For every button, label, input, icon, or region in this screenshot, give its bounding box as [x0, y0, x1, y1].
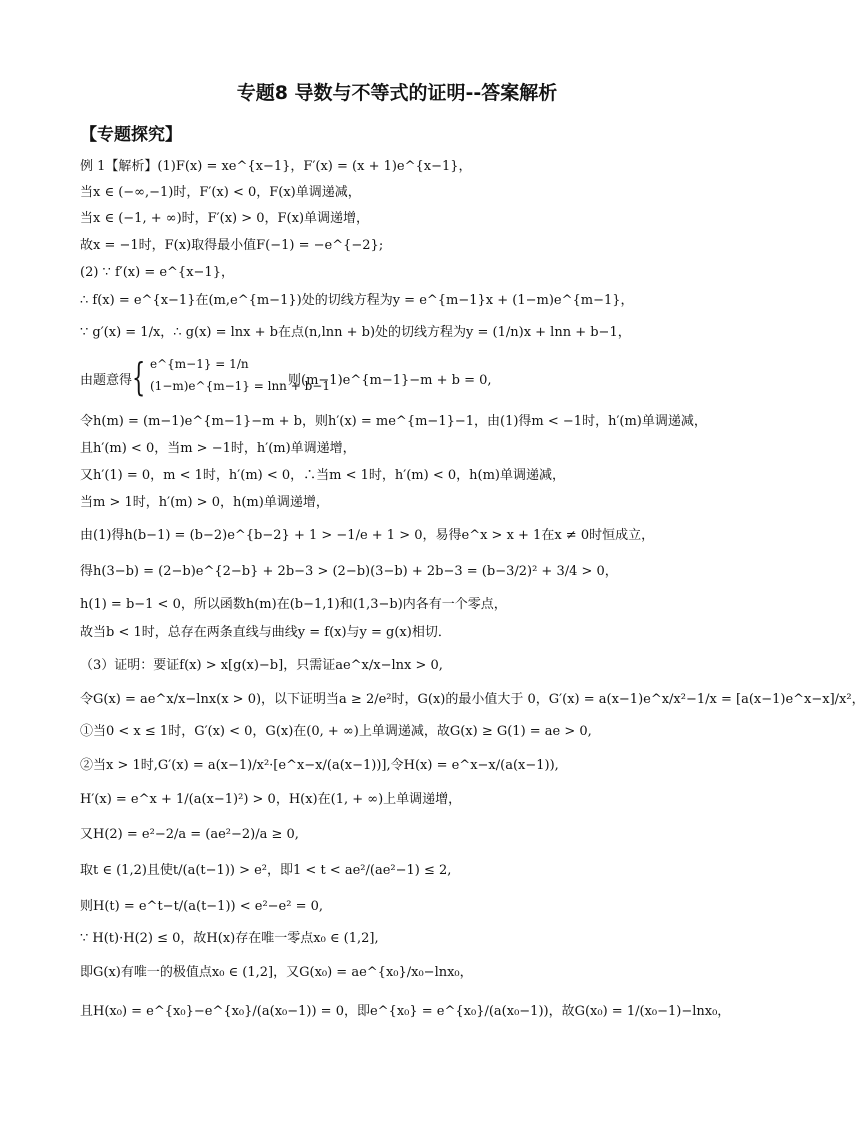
text-line: （3）证明：要证f(x) > x[g(x)−b]，只需证ae^x/x−lnx > 0,: [80, 658, 443, 673]
text-line: 则H(t) = e^t−t/(a(t−1)) < e²−e² = 0,: [80, 899, 324, 914]
text-line: H′(x) = e^x + 1/(a(x−1)²) > 0，H(x)在(1, + ∞)上单调递增，: [80, 792, 462, 807]
section-heading: 【专题探究】: [80, 125, 182, 145]
text-line: 当m > 1时，h′(m) > 0，h(m)单调递增，: [80, 495, 329, 510]
text-line: h(1) = b−1 < 0，所以函数h(m)在(b−1,1)和(1,3−b)内各有一个零点，: [80, 597, 507, 612]
text-line: 且H(x₀) = e^{x₀}−e^{x₀}/(a(x₀−1)) = 0，即e^{x₀} = e^{x₀}/(a(x₀−1))，故G(x₀) = 1/(x₀−1)−lnx₀，: [80, 1004, 731, 1019]
text-line: ①当0 < x ≤ 1时，G′(x) < 0，G(x)在(0, + ∞)上单调递减，故G(x) ≥ G(1) = ae > 0,: [80, 724, 592, 739]
text-line: 令h(m) = (m−1)e^{m−1}−m + b，则h′(x) = me^{m−1}−1，由(1)得m < −1时，h′(m)单调递减，: [80, 414, 707, 429]
text-line: ∵ H(t)·H(2) ≤ 0，故H(x)存在唯一零点x₀ ∈ (1,2],: [80, 931, 379, 946]
system-conclusion: 则(m−1)e^{m−1}−m + b = 0,: [288, 373, 492, 388]
text-line: 得h(3−b) = (2−b)e^{2−b} + 2b−3 > (2−b)(3−b) + 2b−3 = (b−3/2)² + 3/4 > 0，: [80, 564, 618, 579]
text-line: 例 1【解析】(1)F(x) = xe^{x−1}，F′(x) = (x + 1)e^{x−1}，: [80, 159, 472, 174]
system-label: 由题意得: [80, 373, 133, 388]
system-equation-2: (1−m)e^{m−1} = lnn + b−1: [150, 379, 330, 393]
text-line: 由(1)得h(b−1) = (b−2)e^{b−2} + 1 > −1/e + 1 > 0，易得e^x > x + 1在x ≠ 0时恒成立，: [80, 528, 655, 543]
text-line: ②当x > 1时,G′(x) = a(x−1)/x²·[e^x−x/(a(x−1))],令H(x) = e^x−x/(a(x−1)),: [80, 758, 559, 773]
text-line: 令G(x) = ae^x/x−lnx(x > 0)，以下证明当a ≥ 2/e²时，G(x)的最小值大于 0，G′(x) = a(x−1)e^x/x²−1/x = [a(x−1)e^x−x]/x²，: [80, 692, 865, 707]
text-line: 即G(x)有唯一的极值点x₀ ∈ (1,2]，又G(x₀) = ae^{x₀}/x₀−lnx₀，: [80, 965, 473, 980]
document-title: 专题8 导数与不等式的证明--答案解析: [236, 82, 558, 104]
text-line: (2) ∵ f′(x) = e^{x−1}，: [80, 265, 234, 280]
left-brace: {: [132, 355, 146, 399]
equation-system: [80, 355, 492, 401]
text-line: 故当b < 1时，总存在两条直线与曲线y = f(x)与y = g(x)相切．: [80, 625, 451, 640]
text-line: 故x = −1时，F(x)取得最小值F(−1) = −e^{−2};: [80, 238, 384, 253]
text-line: 又H(2) = e²−2/a = (ae²−2)/a ≥ 0,: [80, 827, 299, 842]
text-line: ∵ g′(x) = 1/x，∴ g(x) = lnx + b在点(n,lnn + b)处的切线方程为y = (1/n)x + lnn + b−1，: [80, 325, 631, 340]
text-line: 当x ∈ (−1, + ∞)时，F′(x) > 0，F(x)单调递增，: [80, 211, 370, 226]
system-equation-1: e^{m−1} = 1/n: [150, 357, 249, 371]
text-line: 且h′(m) < 0，当m > −1时，h′(m)单调递增，: [80, 441, 356, 456]
text-line: 取t ∈ (1,2)且使t/(a(t−1)) > e²，即1 < t < ae²/(ae²−1) ≤ 2,: [80, 863, 452, 878]
text-line: 当x ∈ (−∞,−1)时，F′(x) < 0，F(x)单调递减，: [80, 185, 361, 200]
text-line: 又h′(1) = 0，m < 1时，h′(m) < 0，∴当m < 1时，h′(m) < 0，h(m)单调递减，: [80, 468, 565, 483]
text-line: ∴ f(x) = e^{x−1}在(m,e^{m−1})处的切线方程为y = e^{m−1}x + (1−m)e^{m−1}，: [80, 293, 634, 308]
